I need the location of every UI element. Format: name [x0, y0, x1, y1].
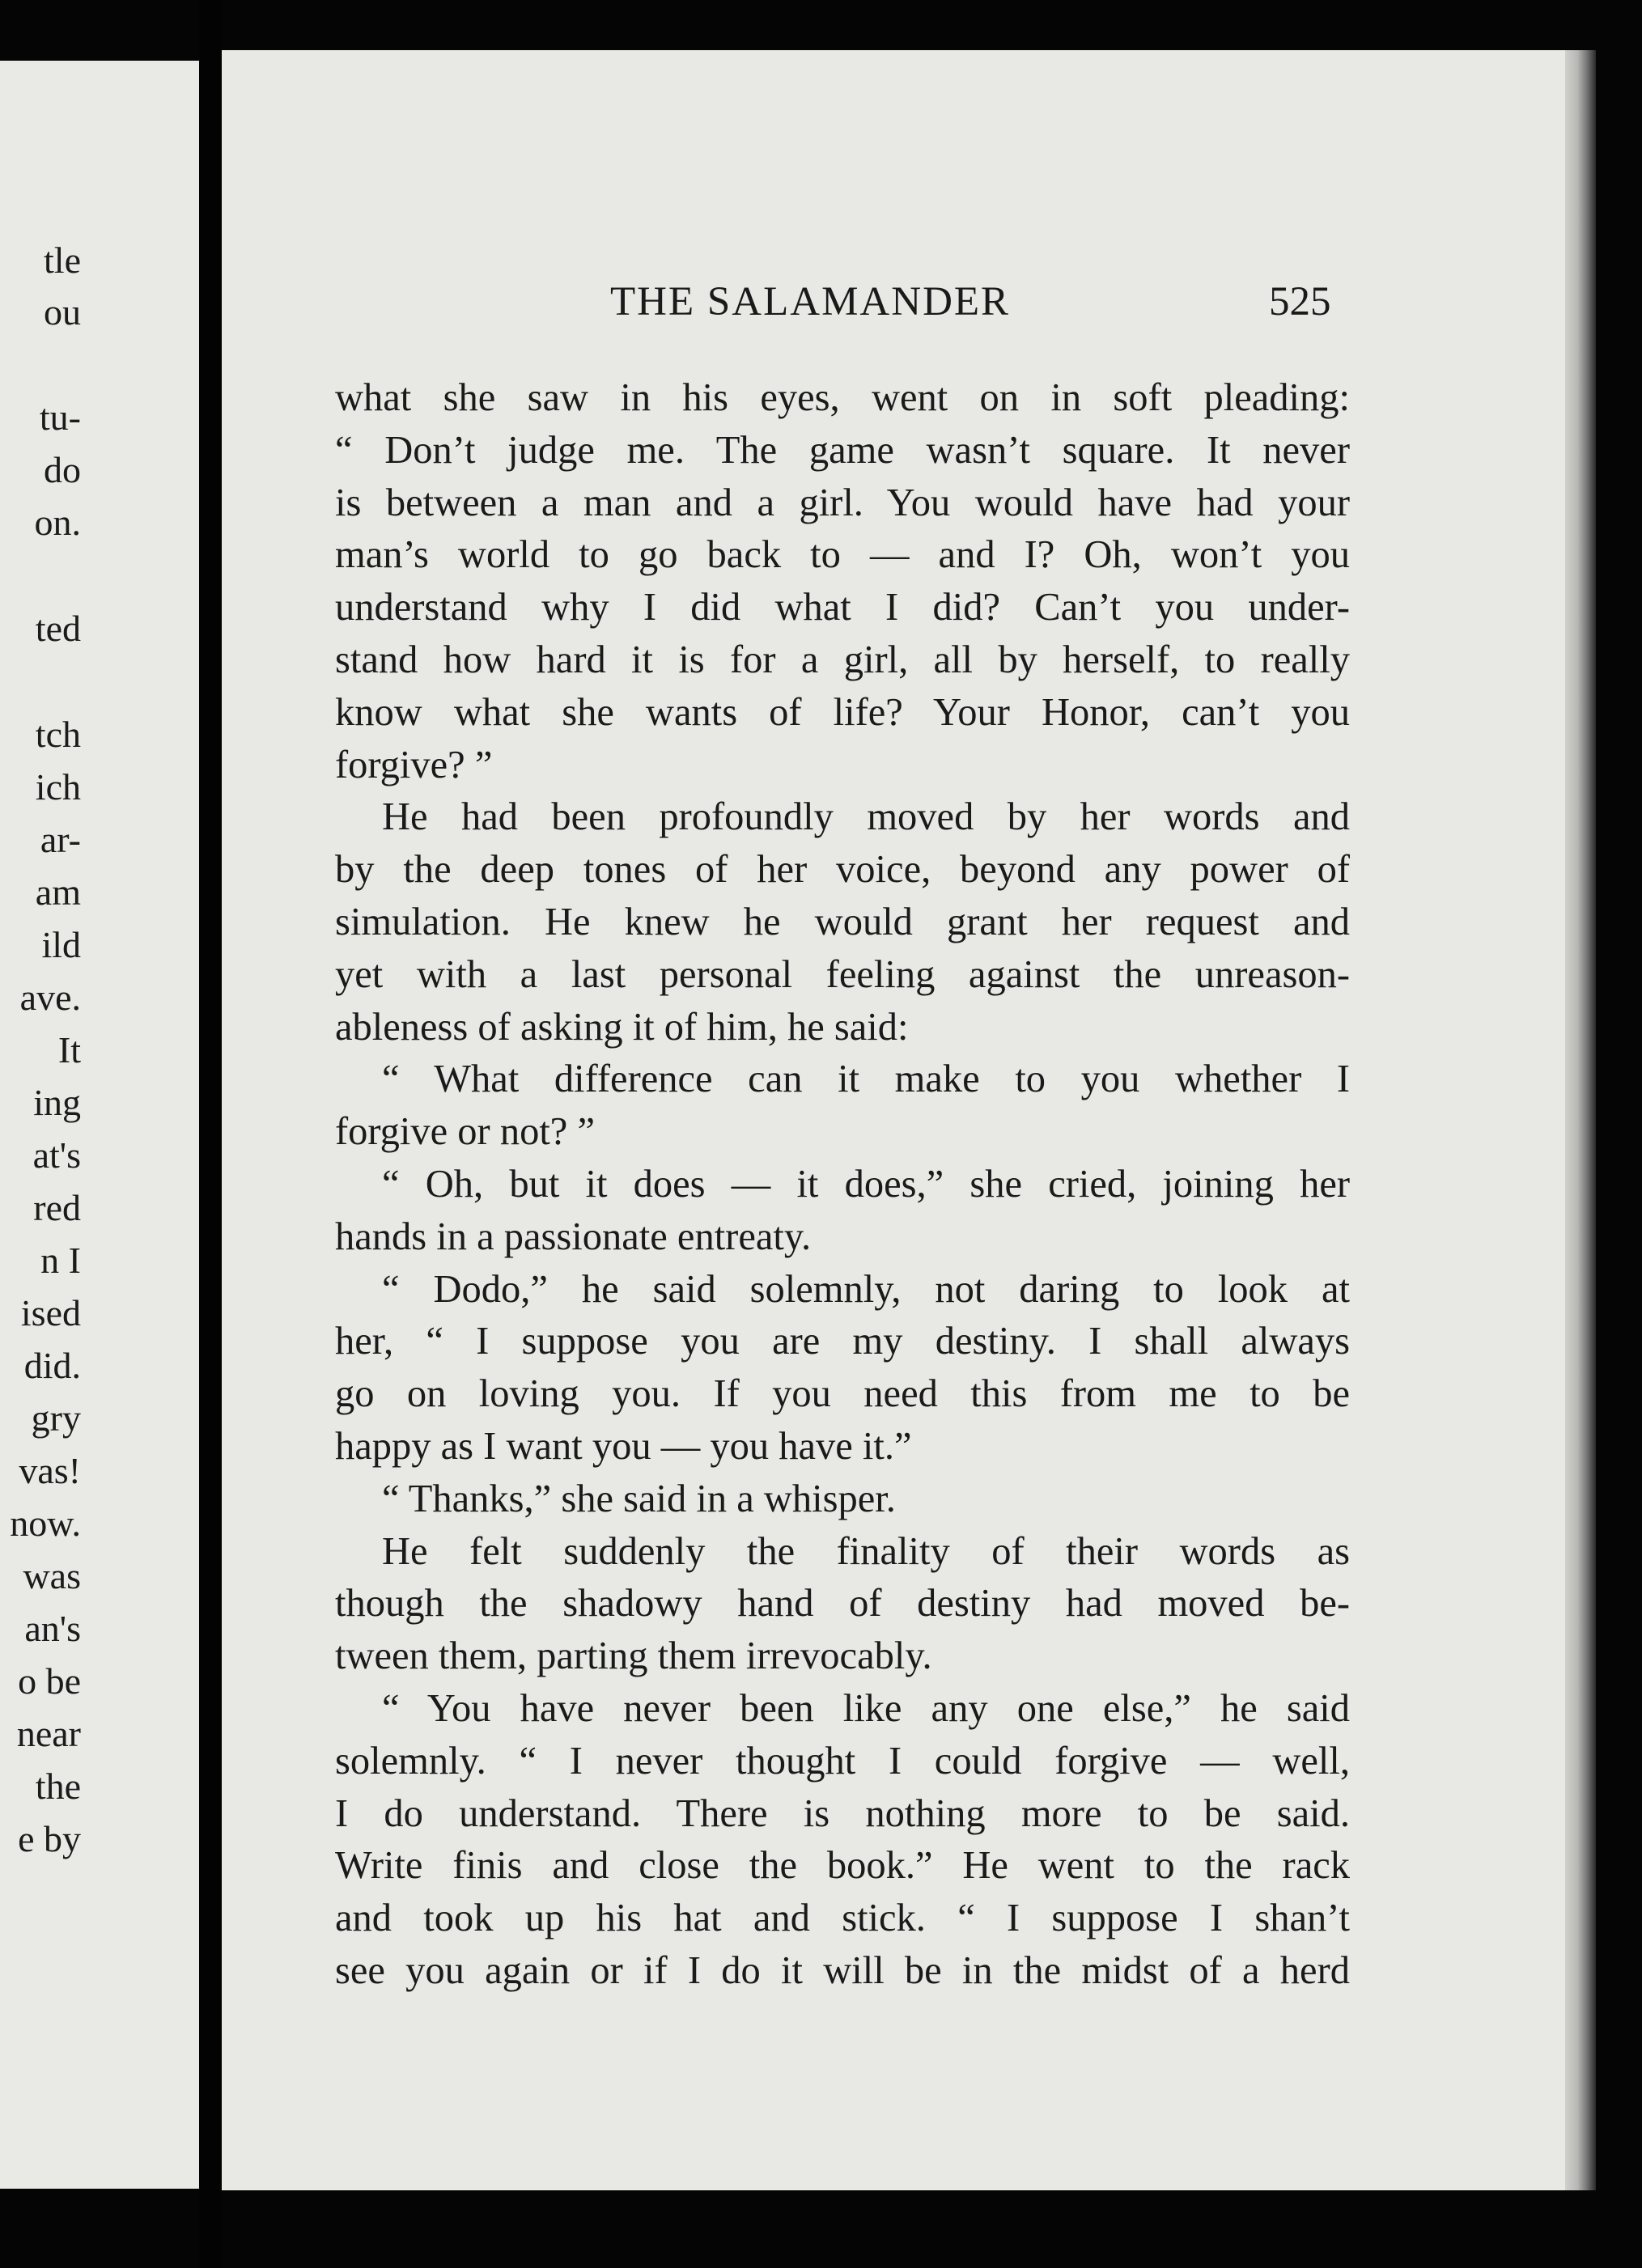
left-page-text-fragment: near [16, 1713, 81, 1754]
text-line: man’s world to go back to — and I? Oh, won’t you [335, 533, 1350, 577]
text-line: He felt suddenly the finality of their words as [382, 1529, 1350, 1573]
left-page-text-fragment: It [57, 1029, 81, 1070]
left-page-text-fragment: ing [33, 1082, 81, 1123]
text-line: and took up his hat and stick. “ I suppose I shan’t [335, 1897, 1350, 1940]
running-head-title: THE SALAMANDER [610, 279, 1011, 324]
text-line: forgive? ” [335, 743, 493, 786]
text-line: “ Thanks,” she said in a whisper. [382, 1477, 896, 1520]
text-line: stand how hard it is for a girl, all by herself, to really [335, 638, 1350, 681]
text-line: by the deep tones of her voice, beyond any power of [335, 848, 1350, 892]
left-page-text-fragment: ich [35, 766, 81, 808]
text-line: know what she wants of life? Your Honor, can’t you [335, 690, 1350, 734]
left-page-text-fragment: ted [35, 608, 81, 649]
text-line: what she saw in his eyes, went on in soft pleading: [335, 376, 1350, 419]
left-page-text-fragment: tle [44, 240, 81, 281]
left-page-text-fragment: ave. [19, 977, 81, 1018]
left-page-text-fragment: the [35, 1766, 81, 1807]
left-page-text-fragment: gry [31, 1397, 81, 1439]
left-page-text-fragment: did. [23, 1345, 81, 1386]
left-page-text-fragment: am [35, 871, 81, 913]
text-line: is between a man and a girl. You would have had your [335, 481, 1350, 524]
text-line: yet with a last personal feeling against the unreason- [335, 952, 1350, 996]
left-page-text-fragment: now. [10, 1503, 81, 1544]
text-line: happy as I want you — you have it.” [335, 1424, 912, 1468]
book-page [222, 50, 1565, 2190]
running-head [222, 278, 1565, 327]
text-line: “ Don’t judge me. The game wasn’t square. It never [335, 428, 1350, 472]
left-page-text-fragment: at's [32, 1134, 81, 1176]
text-line: “ You have never been like any one else,” he said [382, 1686, 1350, 1730]
text-line: solemnly. “ I never thought I could forgive — well, [335, 1739, 1350, 1783]
left-page-text-fragment: tch [35, 714, 81, 755]
text-line: Write finis and close the book.” He went to the rack [335, 1844, 1350, 1888]
left-page-text-fragment: n I [40, 1240, 81, 1281]
book-gutter [199, 0, 222, 2268]
text-line: see you again or if I do it will be in the midst of a herd [335, 1948, 1350, 1992]
left-page-text-fragment: tu- [39, 396, 81, 438]
body-text [335, 372, 1350, 1998]
left-page-text-fragment: red [33, 1187, 81, 1228]
text-line: simulation. He knew he would grant her request and [335, 900, 1350, 943]
left-page-text-fragment: e by [18, 1818, 81, 1859]
text-line: “ Dodo,” he said solemnly, not daring to look at [382, 1267, 1350, 1311]
text-line: go on loving you. If you need this from me to be [335, 1372, 1350, 1416]
left-page-text-fragment: an's [24, 1608, 81, 1649]
page-number: 525 [1269, 279, 1331, 324]
text-line: “ Oh, but it does — it does,” she cried, joining her [382, 1162, 1350, 1206]
text-line: her, “ I suppose you are my destiny. I shall always [335, 1320, 1350, 1363]
left-page-text-fragment: ou [44, 291, 81, 333]
page-edge [1565, 50, 1596, 2190]
text-line: He had been profoundly moved by her words and [382, 795, 1350, 839]
left-page-text-fragment: ar- [40, 819, 81, 860]
left-page-text-fragment: ild [41, 924, 81, 965]
left-page-text-fragment: on. [34, 502, 81, 543]
left-page-text-fragment: was [23, 1555, 81, 1596]
text-line: hands in a passionate entreaty. [335, 1215, 812, 1258]
text-line: tween them, parting them irrevocably. [335, 1634, 932, 1678]
left-page-text-fragment: vas! [19, 1450, 81, 1491]
text-line: though the shadowy hand of destiny had moved be- [335, 1582, 1350, 1626]
text-line: ableness of asking it of him, he said: [335, 1005, 909, 1049]
left-page-text-fragment: ised [20, 1292, 81, 1333]
text-line: understand why I did what I did? Can’t you under- [335, 586, 1350, 630]
text-line: I do understand. There is nothing more to be said. [335, 1791, 1350, 1835]
text-line: “ What difference can it make to you whether I [382, 1058, 1350, 1101]
left-page-fragment [0, 61, 199, 2189]
text-line: forgive or not? ” [335, 1110, 595, 1154]
left-page-text-fragment: o be [18, 1660, 81, 1702]
left-page-text-fragment: do [44, 449, 81, 490]
